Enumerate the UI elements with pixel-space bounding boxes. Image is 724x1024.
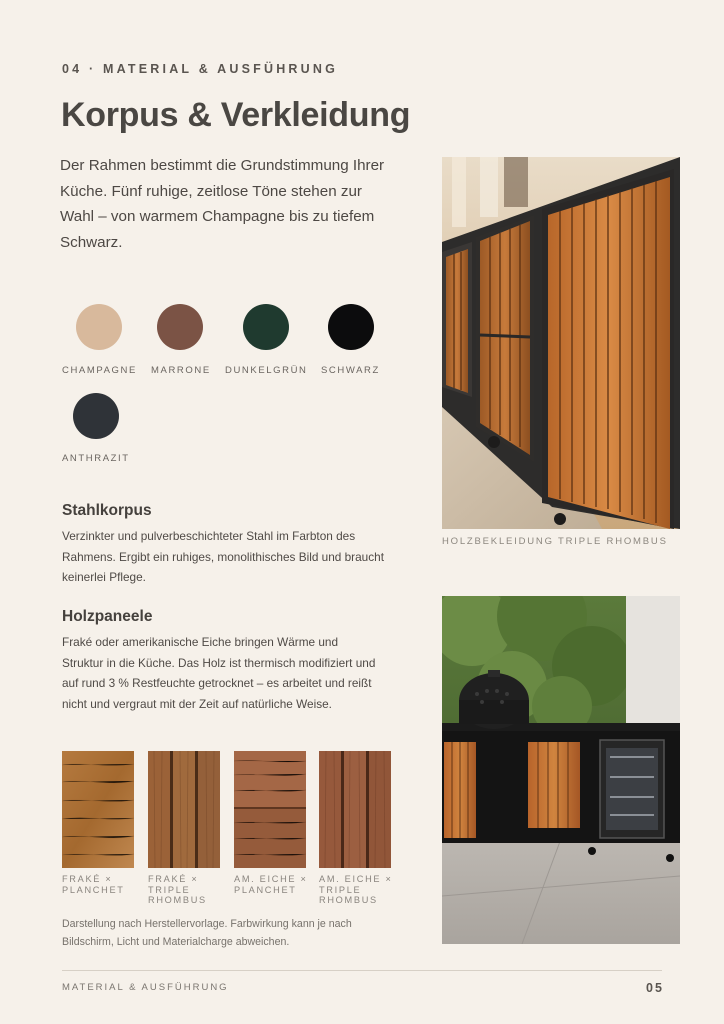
outdoor-kitchen-image <box>442 596 680 944</box>
outdoor-kitchen-photo <box>442 596 680 944</box>
wood-texture-image <box>62 751 134 868</box>
steel-text: Verzinkter und pulverbeschichteter Stahl im Farbton des Rahmens. Ergibt ein ruhiges, monolithisches Bild und braucht keinerlei Pflege. <box>62 529 384 584</box>
disclaimer-note: Darstellung nach Herstellervorlage. Farbwirkung kann je nach Bildschirm, Licht und Materialcharge abweichen. <box>62 918 352 948</box>
cabinet-photo-triple-rhombus <box>442 157 680 529</box>
wood-sample-eiche-triple-rhombus <box>319 751 391 868</box>
swatch-dunkelgruen <box>243 304 289 350</box>
swatch-champagne <box>76 304 122 350</box>
photo-caption: HOLZBEKLEIDUNG TRIPLE RHOMBUS <box>442 536 668 547</box>
swatch-anthrazit <box>73 393 119 439</box>
swatch-marrone <box>157 304 203 350</box>
wood-sample-eiche-planchet <box>234 751 306 868</box>
wood-sample-frake-planchet <box>62 751 134 868</box>
swatch-label-dunkelgruen: DUNKELGRÜN <box>225 365 308 376</box>
swatch-label-schwarz: SCHWARZ <box>321 365 380 376</box>
swatch-label-champagne: CHAMPAGNE <box>62 365 137 376</box>
wood-sample-label: FRAKÉ × TRIPLE RHOMBUS <box>148 874 207 905</box>
wood-sample-label: AM. EICHE × PLANCHET <box>234 874 308 895</box>
wood-texture-image <box>148 751 220 868</box>
page-number: 05 <box>646 981 664 995</box>
steel-heading: Stahlkorpus <box>62 502 152 519</box>
wood-sample-label: AM. EICHE × TRIPLE RHOMBUS <box>319 874 393 905</box>
wood-sample-label: FRAKÉ × PLANCHET <box>62 874 125 895</box>
intro-paragraph: Der Rahmen bestimmt die Grundstimmung Ihrer Küche. Fünf ruhige, zeitlose Töne stehen zur Wahl – von warmem Champagne bis zu tiefem Schwarz. <box>60 157 385 251</box>
swatch-schwarz <box>328 304 374 350</box>
footer-section-label: MATERIAL & AUSFÜHRUNG <box>62 982 229 993</box>
cabinet-image <box>442 157 680 529</box>
wood-texture-image <box>234 751 306 868</box>
wood-sample-frake-triple-rhombus <box>148 751 220 868</box>
swatch-label-marrone: MARRONE <box>151 365 211 376</box>
swatch-label-anthrazit: ANTHRAZIT <box>62 453 130 464</box>
wood-text: Fraké oder amerikanische Eiche bringen Wärme und Struktur in die Küche. Das Holz ist thermisch modifiziert und auf rund 3 % Restfeuchte getrocknet – es arbeitet und reißt nicht und vergraut mit der Zeit auf natürliche Weise. <box>62 635 376 711</box>
footer-divider <box>62 970 662 971</box>
wood-heading: Holzpaneele <box>62 608 153 625</box>
page-title: Korpus & Verkleidung <box>61 96 411 134</box>
section-kicker: 04 · MATERIAL & AUSFÜHRUNG <box>62 62 339 76</box>
wood-texture-image <box>319 751 391 868</box>
